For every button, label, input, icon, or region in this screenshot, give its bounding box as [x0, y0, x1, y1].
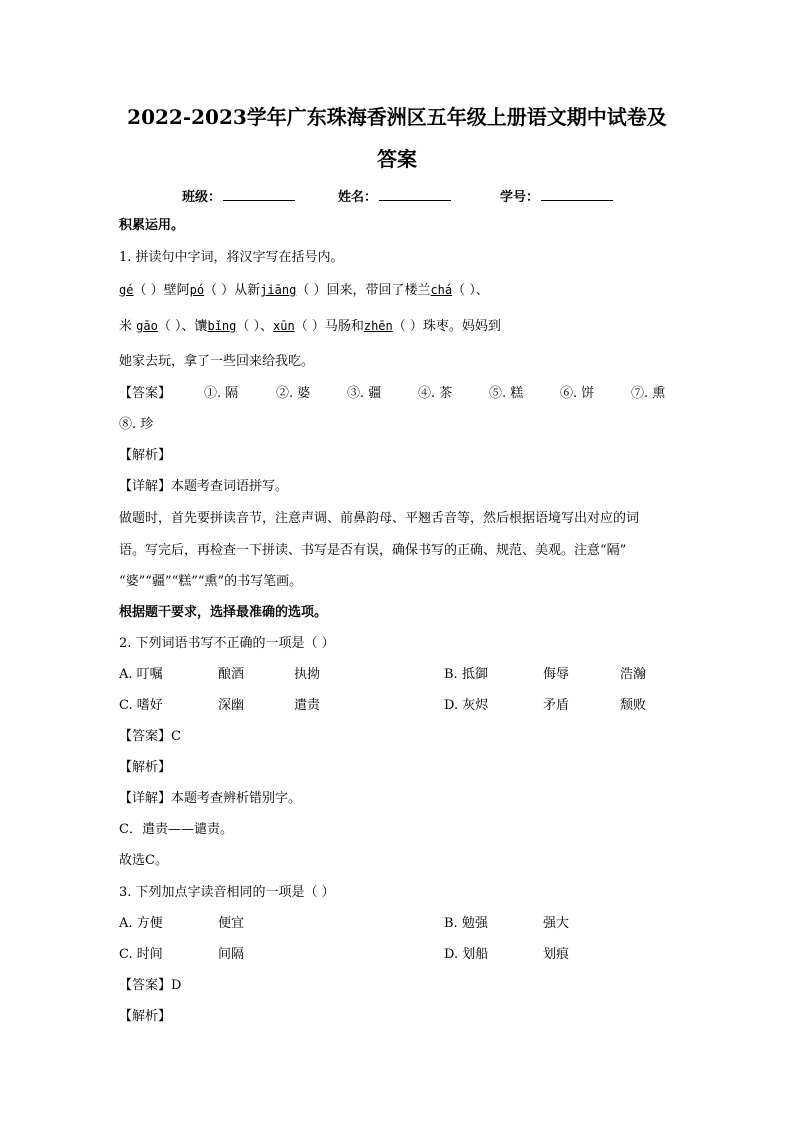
id-field[interactable]	[500, 186, 613, 205]
answer-item: ②. 婆	[276, 386, 311, 401]
class-label: 班级：	[182, 190, 222, 205]
conclusion-text: 故选C。	[119, 853, 168, 868]
option-d[interactable]: D. 灰烬	[444, 698, 489, 713]
explanation-text: 语。写完后，再检查一下拼读、书写是否有误，确保书写的正确、规范、美观。注意“隔”	[119, 543, 627, 558]
explanation-text: C．遣责——谴责。	[119, 822, 233, 837]
pinyin-line-2	[119, 318, 501, 335]
option-word: 划痕	[543, 947, 570, 962]
pinyin: xūn	[273, 319, 295, 333]
pinyin: pó	[189, 283, 205, 297]
answer-item: ⑧. 珍	[119, 417, 154, 432]
option-b[interactable]: B. 抵御	[444, 667, 488, 682]
option-word: 深幽	[218, 698, 245, 713]
answer-item: ⑦. 熏	[631, 386, 666, 401]
option-word: 酿酒	[218, 667, 245, 682]
sentence-text: 她家去玩，拿了一些回来给我吃。	[119, 354, 315, 369]
pinyin: chá	[430, 283, 453, 297]
section-heading: 积累运用。	[119, 218, 185, 233]
question-stem: 1. 拼读句中字词，将汉字写在括号内。	[119, 250, 344, 265]
option-d[interactable]: D. 划船	[444, 947, 489, 962]
question-stem: 3. 下列加点字读音相同的一项是（ ）	[119, 885, 335, 900]
option-word: 侮辱	[543, 667, 570, 682]
name-blank[interactable]	[379, 188, 451, 201]
answer-row	[0, 386, 794, 404]
answer-item: ①. 隔	[204, 386, 239, 401]
answer-label: 【答案】	[119, 386, 172, 401]
sentence-text: （ ）马肠和	[294, 319, 364, 334]
option-a[interactable]: A. 叮嘱	[119, 667, 163, 682]
question-stem: 2. 下列词语书写不正确的一项是（ ）	[119, 636, 335, 651]
pinyin: gé	[119, 283, 134, 297]
sentence-text: （ ）壁阿	[133, 283, 190, 298]
option-row	[0, 698, 794, 716]
pinyin: jiāng	[260, 283, 297, 297]
sentence-text: 米	[119, 319, 133, 334]
explanation-text: 做题时，首先要拼读音节，注意声调、前鼻韵母、平翘舌音等，然后根据语境写出对应的词	[119, 511, 640, 526]
answer-item: ④. 茶	[418, 386, 453, 401]
sentence-text: （ ）珠枣。妈妈到	[392, 319, 501, 334]
detail-text: 【详解】本题考查词语拼写。	[119, 479, 289, 494]
pinyin: zhēn	[363, 319, 393, 333]
answer-text: 【答案】C	[119, 729, 181, 744]
option-row	[0, 667, 794, 685]
id-blank[interactable]	[541, 188, 613, 201]
detail-text: 【详解】本题考查辨析错别字。	[119, 791, 302, 806]
analysis-label: 【解析】	[119, 448, 172, 463]
option-a[interactable]: A. 方便	[119, 916, 163, 931]
name-label: 姓名：	[338, 190, 378, 205]
option-word: 浩瀚	[620, 667, 647, 682]
class-blank[interactable]	[223, 188, 295, 201]
class-field[interactable]	[182, 186, 295, 205]
sentence-text: （ ）、馕	[157, 319, 208, 334]
explanation-text: “婆”“疆”“糕”“熏”的书写笔画。	[119, 574, 303, 589]
student-info-row	[0, 186, 794, 206]
option-word: 强大	[543, 916, 570, 931]
answer-item: ⑤. 糕	[489, 386, 524, 401]
option-c[interactable]: C. 时间	[119, 947, 163, 962]
page-title: 2022-2023学年广东珠海香洲区五年级上册语文期中试卷及	[127, 105, 667, 129]
option-row	[0, 916, 794, 934]
sentence-text: （ ）、	[236, 319, 274, 334]
sentence-text: （ ）回来，带回了楼兰	[296, 283, 431, 298]
option-c[interactable]: C. 嗜好	[119, 698, 163, 713]
option-row	[0, 947, 794, 965]
option-word: 矛盾	[543, 698, 570, 713]
analysis-label: 【解析】	[119, 760, 172, 775]
pinyin: bǐng	[207, 319, 237, 333]
name-field[interactable]	[338, 186, 451, 205]
option-word: 执拗	[294, 667, 321, 682]
section-heading: 根据题干要求，选择最准确的选项。	[119, 605, 328, 620]
answer-item: ⑥. 饼	[560, 386, 595, 401]
pinyin: gāo	[136, 319, 158, 333]
option-word: 间隔	[218, 947, 245, 962]
answer-text: 【答案】D	[119, 978, 182, 993]
sentence-text: （ ）、	[452, 283, 489, 298]
option-word: 颓败	[620, 698, 647, 713]
page-title-cont: 答案	[377, 147, 417, 171]
id-label: 学号：	[500, 190, 540, 205]
option-b[interactable]: B. 勉强	[444, 916, 488, 931]
pinyin-line-1	[119, 282, 489, 299]
sentence-text: （ ）从新	[204, 283, 261, 298]
option-word: 便宜	[218, 916, 245, 931]
analysis-label: 【解析】	[119, 1009, 172, 1024]
answer-item: ③. 疆	[347, 386, 382, 401]
option-word: 遣责	[294, 698, 321, 713]
